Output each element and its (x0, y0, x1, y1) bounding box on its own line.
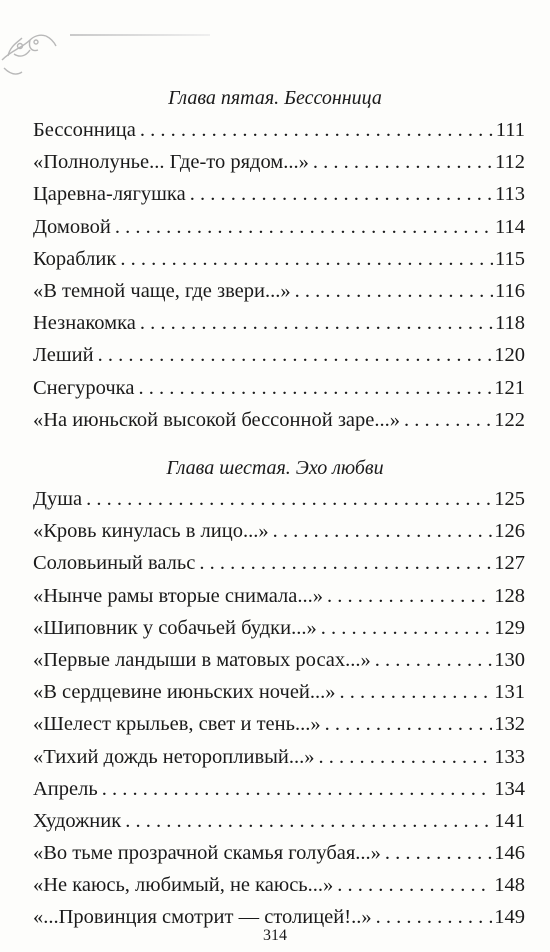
toc-entry (33, 676, 525, 708)
toc-entry-title: «Тихий дождь неторопливый...» (33, 745, 315, 768)
toc-entry-page: 113 (495, 183, 525, 206)
toc-entry (33, 275, 525, 307)
top-rule (70, 34, 210, 36)
toc-entry-page: 118 (495, 312, 525, 335)
toc-entry (33, 178, 525, 210)
toc-entry-page: 129 (494, 616, 525, 639)
toc-entry-title: «В темной чаще, где звери...» (33, 279, 291, 302)
toc-entry-page: 148 (494, 874, 525, 897)
toc-entry (33, 211, 525, 243)
toc-entry (33, 372, 525, 404)
toc-entry (33, 515, 525, 547)
toc-entry-title: «Кровь кинулась в лицо...» (33, 520, 269, 543)
toc-entry-page: 115 (495, 247, 525, 270)
toc-entry (33, 773, 525, 805)
toc-leader-dots (190, 178, 493, 210)
toc-entry (33, 404, 525, 436)
toc-entry (33, 483, 525, 515)
toc-entry-page: 128 (494, 584, 525, 607)
toc-entry (33, 837, 525, 869)
toc-leader-dots (120, 243, 493, 275)
toc-entry-page: 146 (494, 842, 525, 865)
toc-entry-page: 134 (494, 777, 525, 800)
toc-entry (33, 580, 525, 612)
toc-entry-title: Апрель (33, 777, 98, 800)
toc-leader-dots (138, 372, 492, 404)
toc-entry-title: «На июньской высокой бессонной заре...» (33, 408, 400, 431)
toc-entry-page: 141 (494, 809, 525, 832)
toc-entry (33, 146, 525, 178)
toc-entry (33, 339, 525, 371)
toc-entry-page: 149 (494, 906, 525, 929)
toc-entry-title: «Шиповник у собачьей будки...» (33, 616, 317, 639)
toc-leader-dots (102, 773, 493, 805)
chapter-6-toc (33, 483, 525, 934)
toc-leader-dots (140, 114, 494, 146)
toc-entry (33, 869, 525, 901)
toc-entry-title: «Не каюсь, любимый, не каюсь...» (33, 874, 334, 897)
toc-entry-title: Незнакомка (33, 312, 136, 335)
toc-leader-dots (337, 869, 492, 901)
toc-entry-page: 127 (494, 552, 525, 575)
toc-entry-title: Соловьиный вальс (33, 552, 196, 575)
toc-leader-dots (273, 515, 493, 547)
toc-leader-dots (385, 837, 492, 869)
toc-entry (33, 708, 525, 740)
toc-leader-dots (98, 339, 493, 371)
toc-entry-title: Кораблик (33, 247, 117, 270)
toc-entry (33, 612, 525, 644)
toc-entry (33, 644, 525, 676)
toc-leader-dots (319, 741, 493, 773)
toc-leader-dots (313, 146, 493, 178)
chapter-5-title: Глава пятая. Бессонница (168, 87, 382, 109)
toc-leader-dots (140, 307, 493, 339)
toc-entry-title: «Первые ландыши в матовых росах...» (33, 648, 371, 671)
toc-entry-title: «...Провинция смотрит — столицей!..» (33, 906, 372, 929)
floral-ornament-icon (0, 20, 60, 90)
toc-entry-page: 122 (494, 408, 525, 431)
toc-entry-title: Леший (33, 344, 94, 367)
toc-entry-title: Домовой (33, 215, 111, 238)
toc-entry-title: «Во тьме прозрачной скамья голубая...» (33, 842, 381, 865)
page-number: 314 (263, 927, 287, 944)
toc-entry (33, 307, 525, 339)
toc-entry (33, 805, 525, 837)
toc-leader-dots (404, 404, 492, 436)
toc-leader-dots (375, 644, 492, 676)
toc-entry-title: Художник (33, 809, 122, 832)
toc-entry-title: Бессонница (33, 119, 136, 141)
toc-leader-dots (115, 211, 493, 243)
toc-entry-page: 131 (494, 681, 525, 704)
toc-entry-page: 132 (494, 713, 525, 736)
toc-entry-title: «В сердцевине июньских ночей...» (33, 681, 336, 704)
toc-leader-dots (340, 676, 493, 708)
toc-entry-page: 126 (494, 520, 525, 543)
toc-leader-dots (295, 275, 493, 307)
toc-entry-page: 130 (494, 648, 525, 671)
toc-leader-dots (325, 708, 493, 740)
toc-entry-page: 133 (494, 745, 525, 768)
toc-leader-dots (125, 805, 492, 837)
chapter-6-title: Глава шестая. Эхо любви (166, 457, 384, 479)
toc-leader-dots (327, 580, 492, 612)
toc-entry-title: Царевна-лягушка (33, 183, 186, 206)
toc-entry-page: 112 (495, 151, 525, 174)
toc-entry-page: 114 (495, 215, 525, 238)
toc-entry-page: 120 (494, 344, 525, 367)
toc-leader-dots (199, 547, 492, 579)
toc-entry-page: 121 (494, 376, 525, 399)
toc-entry-page: 125 (494, 488, 525, 510)
toc-leader-dots (86, 483, 492, 515)
toc-entry-page: 116 (495, 279, 525, 302)
toc-entry-title: Душа (33, 488, 83, 510)
toc-leader-dots (321, 612, 493, 644)
toc-entry-title: «Шелест крыльев, свет и тень...» (33, 713, 321, 736)
toc-entry-title: «Полнолунье... Где-то рядом...» (33, 151, 309, 174)
toc-entry-title: «Нынче рамы вторые снимала...» (33, 584, 324, 607)
toc-entry (33, 114, 525, 146)
chapter-5-toc (33, 114, 525, 436)
toc-entry (33, 741, 525, 773)
toc-entry-title: Снегурочка (33, 376, 135, 399)
toc-entry (33, 243, 525, 275)
toc-entry (33, 547, 525, 579)
toc-entry-page: 111 (495, 119, 525, 141)
